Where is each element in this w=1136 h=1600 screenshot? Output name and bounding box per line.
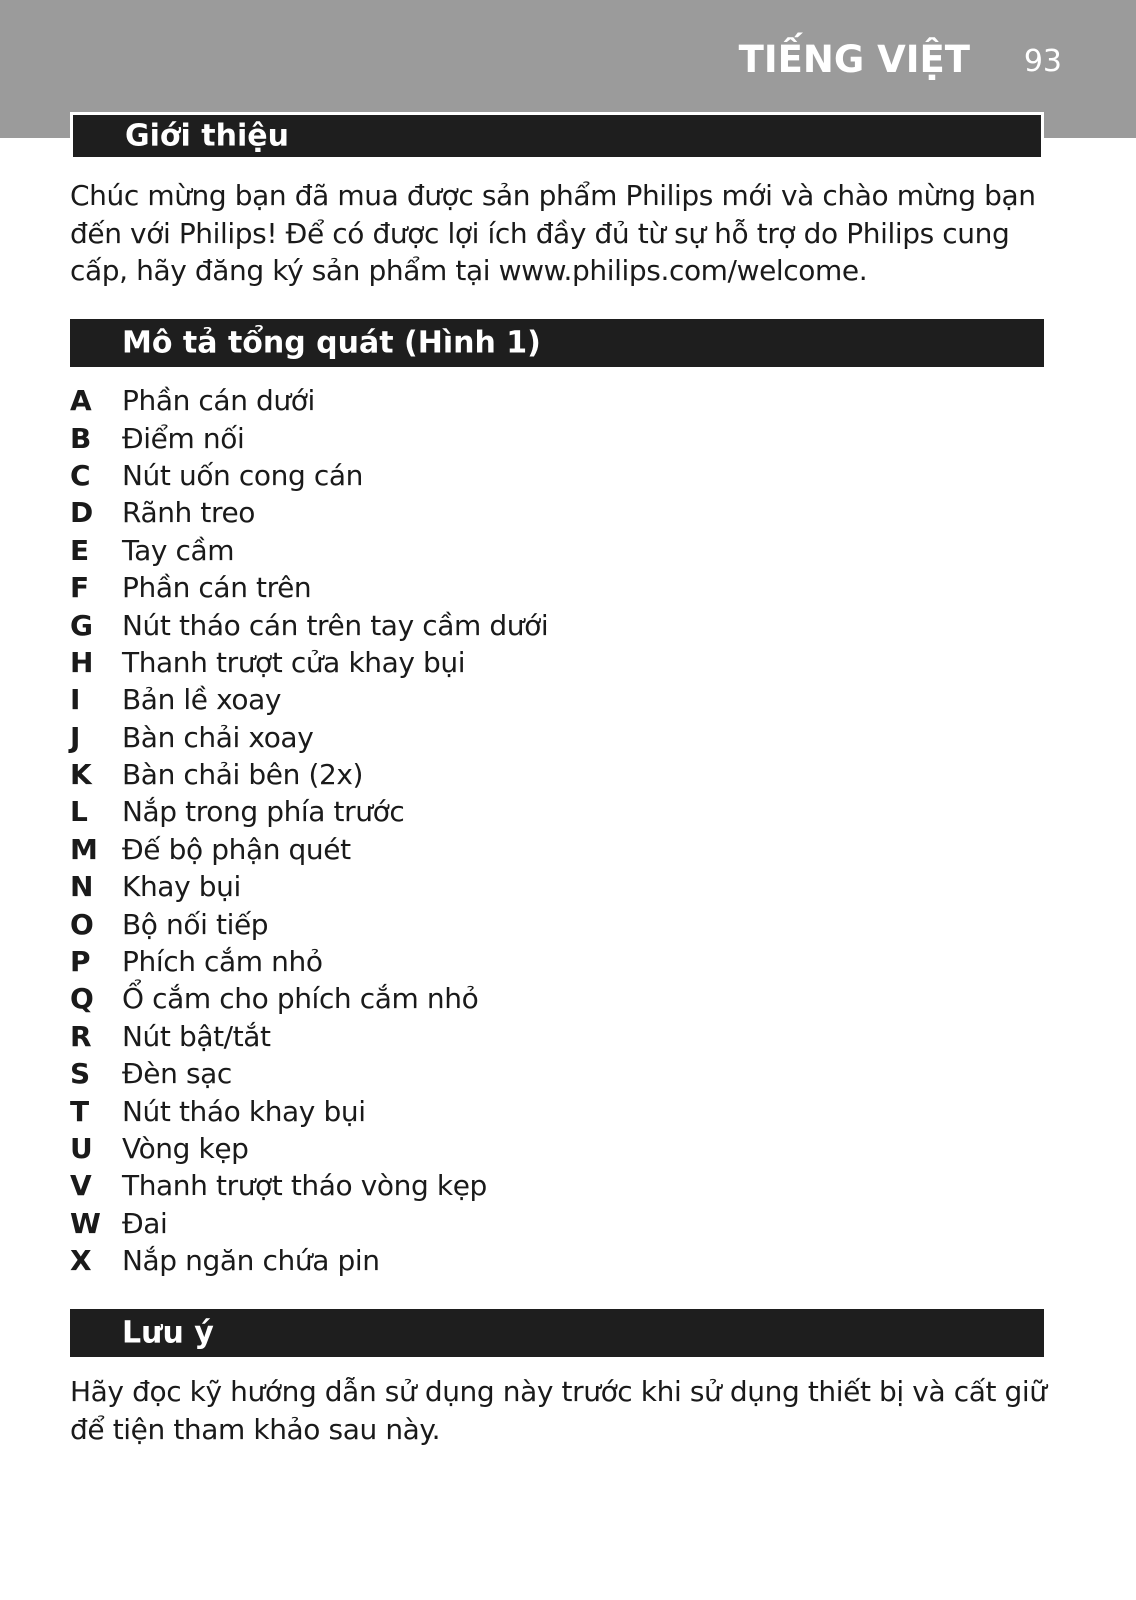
intro-paragraph: [70, 177, 1050, 290]
part-label: Bàn chải bên (2x): [122, 758, 364, 792]
part-item-m: [70, 831, 970, 868]
intro-line: cấp, hãy đăng ký sản phẩm tại www.philips.com/welcome.: [70, 254, 868, 287]
note-line: để tiện tham khảo sau này.: [70, 1412, 441, 1446]
part-label: Thanh trượt cửa khay bụi: [122, 645, 466, 679]
part-label: Phần cán dưới: [122, 384, 315, 418]
part-label: Nắp trong phía trước: [122, 795, 405, 829]
part-letter: O: [70, 907, 94, 941]
part-letter: G: [70, 608, 93, 642]
part-label: Đai: [122, 1206, 168, 1240]
part-label: Thanh trượt tháo vòng kẹp: [122, 1169, 487, 1203]
part-item-l: [70, 793, 970, 830]
part-letter: T: [70, 1094, 90, 1128]
part-letter: X: [70, 1244, 92, 1278]
part-letter: S: [70, 1057, 91, 1091]
part-item-d: [70, 494, 970, 531]
part-item-o: [70, 905, 970, 942]
intro-line: đến với Philips! Để có được lợi ích đầy đủ từ sự hỗ trợ do Philips cung: [70, 216, 1010, 250]
part-label: Bộ nối tiếp: [122, 907, 269, 941]
part-item-b: [70, 419, 970, 456]
part-item-t: [70, 1092, 970, 1129]
part-label: Phích cắm nhỏ: [122, 945, 323, 979]
part-item-u: [70, 1130, 970, 1167]
page-number: 93: [1023, 44, 1062, 79]
part-item-v: [70, 1167, 970, 1204]
part-letter: R: [70, 1019, 92, 1053]
part-letter: H: [70, 645, 94, 679]
part-label: Nắp ngăn chứa pin: [122, 1244, 380, 1278]
part-label: Phần cán trên: [122, 571, 312, 605]
section-heading-intro-text: Giới thiệu: [125, 118, 289, 154]
part-letter: P: [70, 945, 91, 979]
part-letter: E: [70, 533, 90, 567]
part-label: Ổ cắm cho phích cắm nhỏ: [122, 982, 479, 1016]
section-heading-overview: [70, 319, 1044, 367]
part-label: Bàn chải xoay: [122, 720, 314, 754]
note-paragraph: [70, 1373, 1050, 1448]
part-label: Nút tháo khay bụi: [122, 1094, 366, 1128]
intro-line: Chúc mừng bạn đã mua được sản phẩm Philips mới và chào mừng bạn: [70, 179, 1036, 212]
part-label: Nút tháo cán trên tay cầm dưới: [122, 608, 549, 642]
part-letter: W: [70, 1206, 101, 1240]
section-heading-intro: [70, 112, 1044, 160]
part-label: Rãnh treo: [122, 496, 256, 530]
part-item-g: [70, 606, 970, 643]
part-item-s: [70, 1055, 970, 1092]
language-title: TIẾNG VIỆT: [738, 38, 970, 81]
part-letter: L: [70, 795, 88, 829]
part-letter: A: [70, 384, 92, 418]
part-label: Điểm nối: [122, 421, 245, 455]
part-item-p: [70, 943, 970, 980]
part-letter: B: [70, 421, 92, 455]
part-label: Bản lề xoay: [122, 683, 282, 717]
part-item-w: [70, 1205, 970, 1242]
part-item-i: [70, 681, 970, 718]
part-label: Đèn sạc: [122, 1057, 232, 1091]
part-item-x: [70, 1242, 970, 1279]
part-item-h: [70, 644, 970, 681]
part-label: Vòng kẹp: [122, 1132, 249, 1165]
part-item-n: [70, 868, 970, 905]
part-letter: D: [70, 496, 94, 530]
part-item-r: [70, 1018, 970, 1055]
part-item-k: [70, 756, 970, 793]
parts-list: [70, 382, 970, 1279]
part-letter: J: [70, 720, 81, 754]
part-letter: N: [70, 870, 94, 904]
part-letter: M: [70, 832, 98, 866]
section-heading-overview-text: Mô tả tổng quát (Hình 1): [122, 325, 541, 361]
part-item-c: [70, 457, 970, 494]
part-label: Đế bộ phận quét: [122, 832, 351, 866]
section-heading-note: [70, 1309, 1044, 1357]
part-item-e: [70, 532, 970, 569]
part-letter: U: [70, 1132, 93, 1165]
part-label: Nút uốn cong cán: [122, 458, 363, 492]
section-heading-note-text: Lưu ý: [122, 1315, 214, 1351]
part-letter: Q: [70, 982, 94, 1016]
part-label: Nút bật/tắt: [122, 1019, 271, 1053]
note-line: Hãy đọc kỹ hướng dẫn sử dụng này trước khi sử dụng thiết bị và cất giữ: [70, 1375, 1047, 1408]
part-label: Tay cầm: [122, 533, 235, 567]
part-item-a: [70, 382, 970, 419]
part-letter: K: [70, 758, 92, 792]
part-item-q: [70, 980, 970, 1017]
part-item-j: [70, 719, 970, 756]
part-letter: I: [70, 683, 81, 717]
part-letter: F: [70, 571, 90, 605]
part-label: Khay bụi: [122, 870, 241, 904]
part-letter: C: [70, 458, 91, 492]
part-letter: V: [70, 1169, 92, 1203]
part-item-f: [70, 569, 970, 606]
